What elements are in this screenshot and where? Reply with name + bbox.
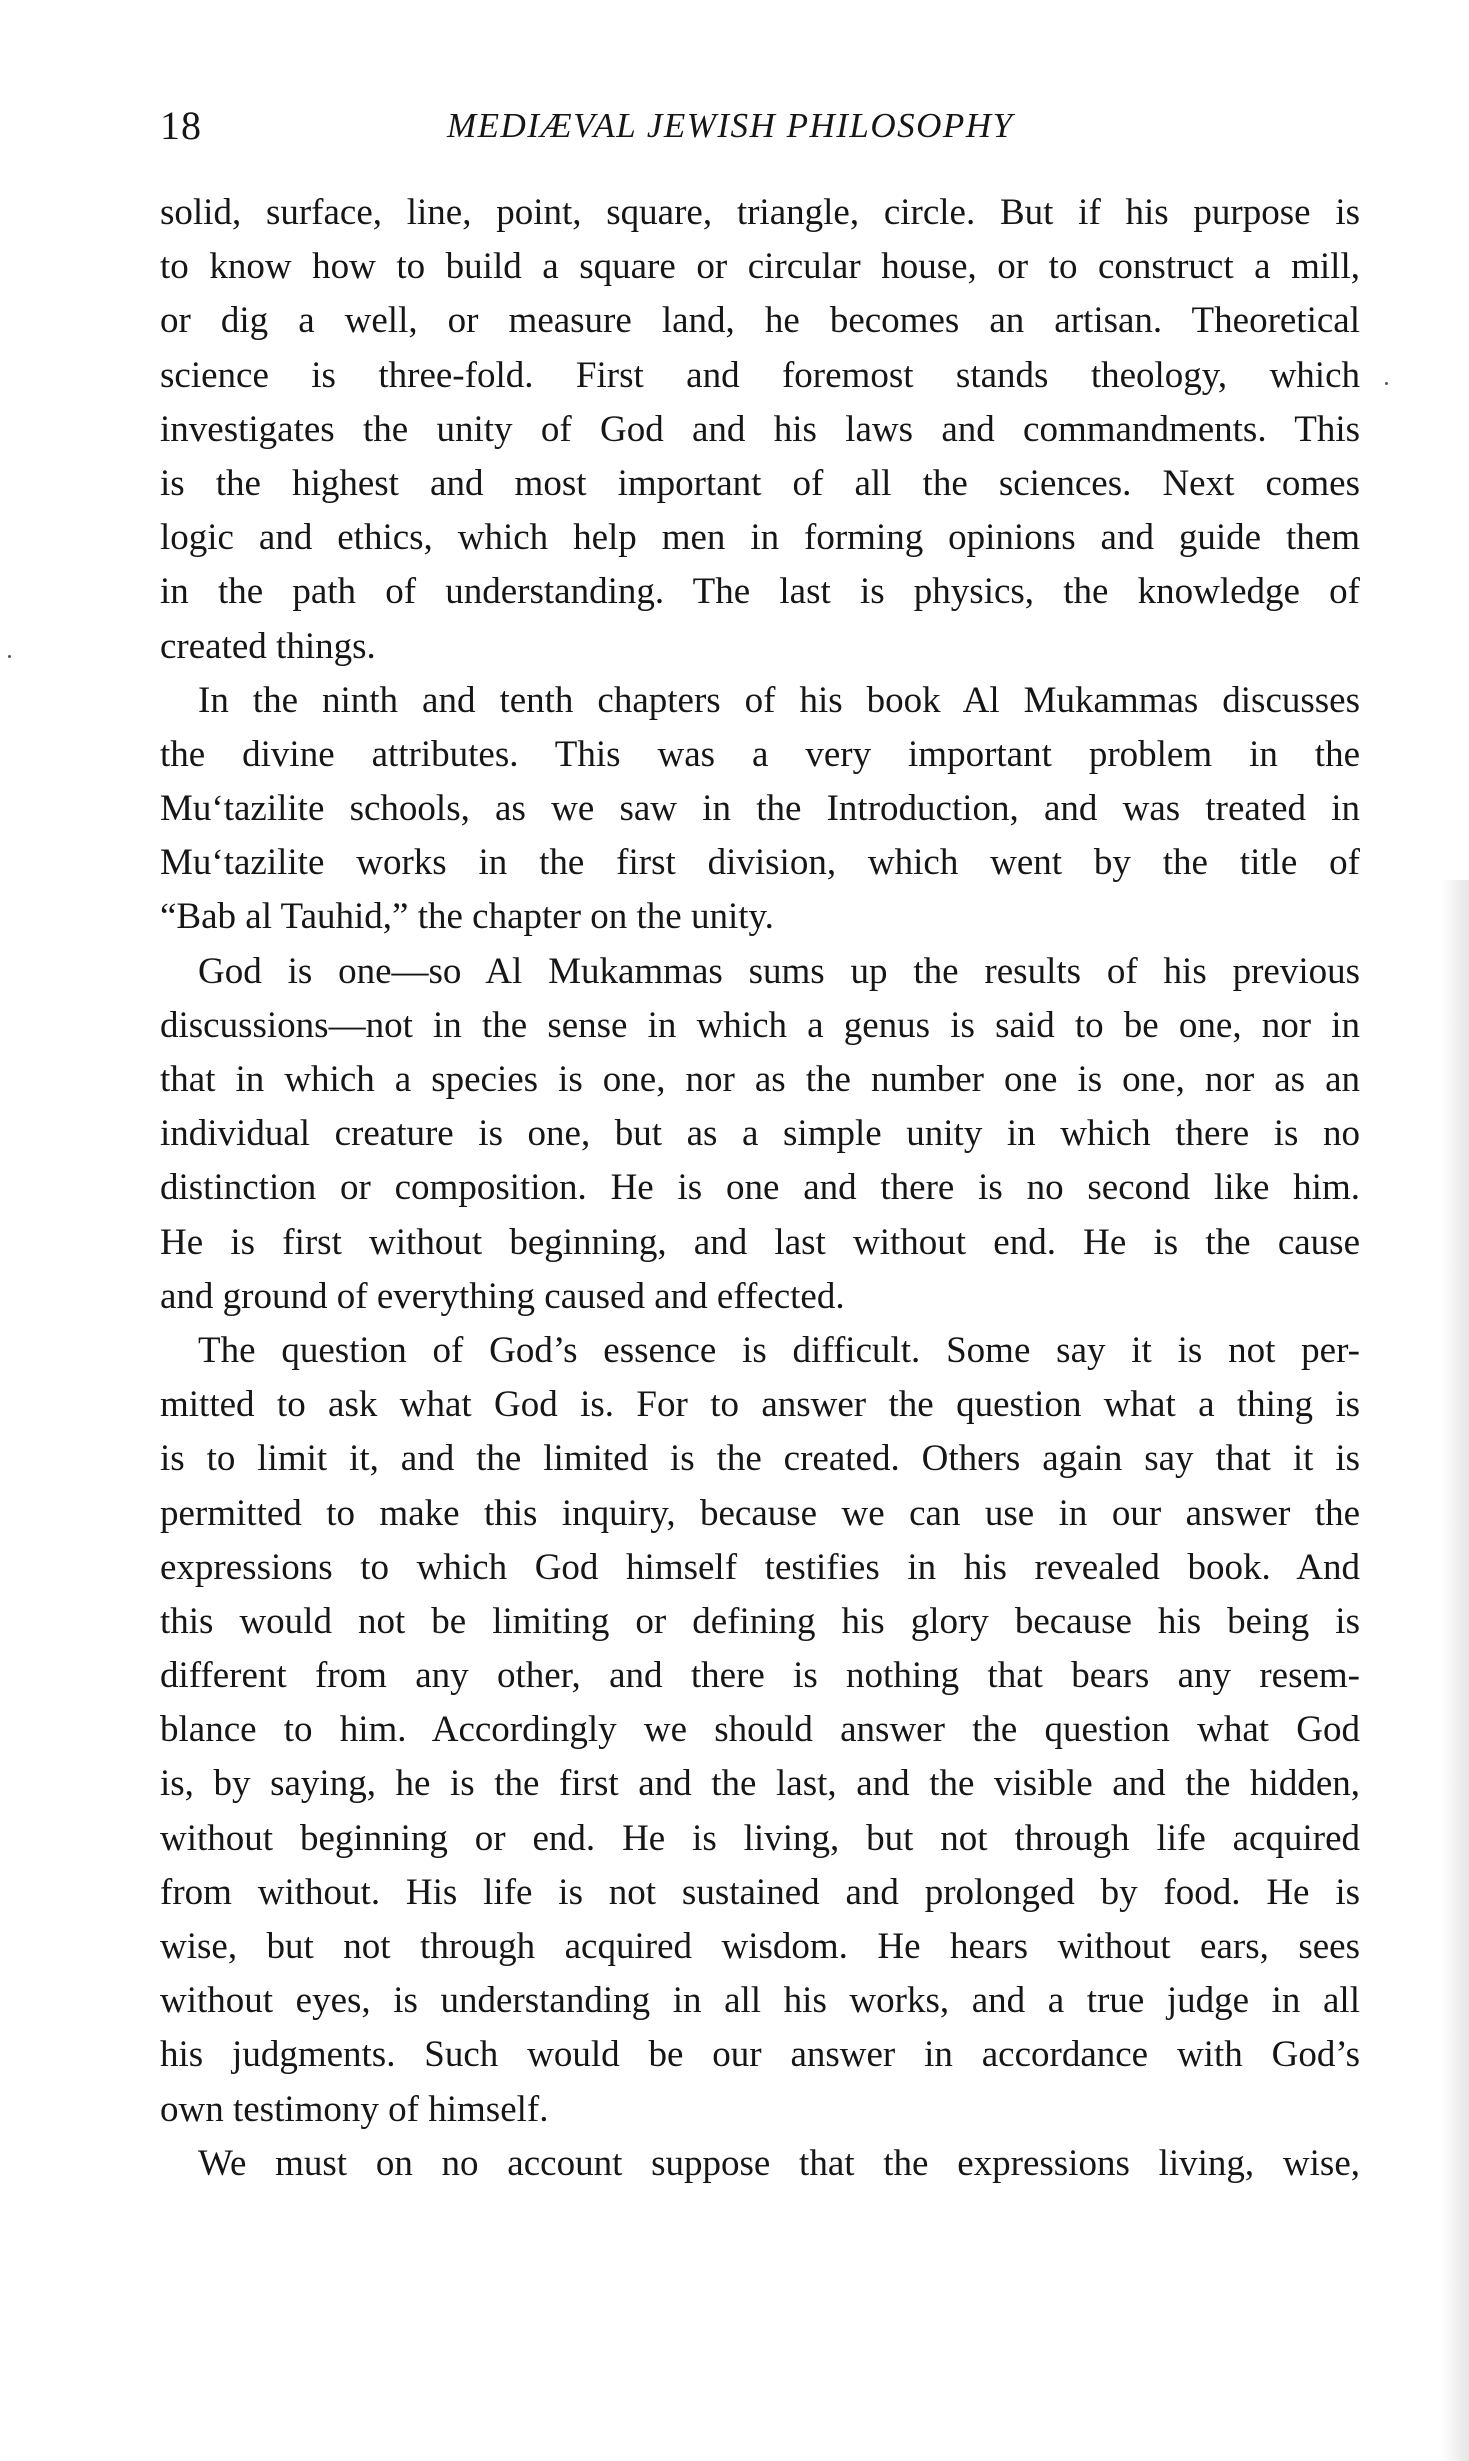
text-line: Mu‘tazilite works in the first division, which went by the title of bbox=[160, 842, 1360, 884]
paragraph bbox=[160, 2137, 1360, 2191]
text-line: this would not be limiting or defining his glory because his being is bbox=[160, 1600, 1360, 1642]
text-line: different from any other, and there is nothing that bears any resem- bbox=[160, 1655, 1360, 1697]
text-line: Mu‘tazilite schools, as we saw in the Introduction, and was treated in bbox=[160, 788, 1360, 830]
running-title: MEDIÆVAL JEWISH PHILOSOPHY bbox=[447, 106, 1014, 145]
text-line: God is one—so Al Mukammas sums up the results of his previous bbox=[198, 950, 1360, 992]
text-line: We must on no account suppose that the expressions living, wise, bbox=[198, 2142, 1360, 2184]
text-line: investigates the unity of God and his laws and commandments. This bbox=[160, 408, 1360, 450]
text-line: permitted to make this inquiry, because we can use in our answer the bbox=[160, 1492, 1360, 1534]
text-line: own testimony of himself. bbox=[160, 2088, 549, 2130]
text-line: discussions—not in the sense in which a genus is said to be one, nor in bbox=[160, 1004, 1360, 1046]
text-line: or dig a well, or measure land, he becomes an artisan. Theoretical bbox=[160, 300, 1360, 342]
text-line: “Bab al Tauhid,” the chapter on the unity. bbox=[160, 896, 774, 938]
text-line: He is first without beginning, and last without end. He is the cause bbox=[160, 1221, 1360, 1263]
paragraph bbox=[160, 945, 1360, 1324]
ink-speck bbox=[1385, 382, 1388, 385]
text-line: created things. bbox=[160, 625, 376, 667]
page-number: 18 bbox=[160, 103, 202, 148]
text-line: logic and ethics, which help men in forming opinions and guide them bbox=[160, 517, 1360, 559]
text-line: is, by saying, he is the first and the last, and the visible and the hidden, bbox=[160, 1763, 1360, 1805]
text-line: and ground of everything caused and effected. bbox=[160, 1275, 845, 1317]
text-line: distinction or composition. He is one and there is no second like him. bbox=[160, 1167, 1360, 1209]
text-line: in the path of understanding. The last is physics, the knowledge of bbox=[160, 571, 1360, 613]
text-line: that in which a species is one, nor as the number one is one, nor as an bbox=[160, 1059, 1360, 1100]
paragraph bbox=[160, 1324, 1360, 2137]
text-line: without beginning or end. He is living, but not through life acquired bbox=[160, 1817, 1360, 1859]
page-edge-shadow bbox=[1441, 880, 1469, 2461]
text-line: the divine attributes. This was a very important problem in the bbox=[160, 733, 1360, 775]
text-line: wise, but not through acquired wisdom. He hears without ears, sees bbox=[160, 1926, 1360, 1967]
text-line: is to limit it, and the limited is the created. Others again say that it is bbox=[160, 1438, 1360, 1480]
text-line: blance to him. Accordingly we should answer the question what God bbox=[160, 1709, 1360, 1751]
text-line: expressions to which God himself testifies in his revealed book. And bbox=[160, 1546, 1360, 1588]
text-line: individual creature is one, but as a simple unity in which there is no bbox=[160, 1113, 1360, 1155]
body-text bbox=[160, 186, 1360, 2191]
text-line: In the ninth and tenth chapters of his book Al Mukammas discusses bbox=[198, 679, 1360, 721]
text-line: science is three-fold. First and foremost stands theology, which bbox=[160, 354, 1360, 396]
text-line: his judgments. Such would be our answer in accordance with God’s bbox=[160, 2034, 1360, 2076]
running-head bbox=[160, 96, 1360, 156]
text-line: mitted to ask what God is. For to answer the question what a thing is bbox=[160, 1384, 1360, 1426]
text-line: without eyes, is understanding in all his works, and a true judge in all bbox=[160, 1980, 1360, 2022]
text-line: is the highest and most important of all the sciences. Next comes bbox=[160, 462, 1360, 504]
paragraph bbox=[160, 186, 1360, 674]
text-line: The question of God’s essence is difficult. Some say it is not per- bbox=[198, 1329, 1360, 1371]
text-line: from without. His life is not sustained and prolonged by food. He is bbox=[160, 1871, 1360, 1913]
ink-speck bbox=[8, 655, 11, 658]
text-line: to know how to build a square or circular house, or to construct a mill, bbox=[160, 246, 1360, 288]
paragraph bbox=[160, 674, 1360, 945]
text-line: solid, surface, line, point, square, triangle, circle. But if his purpose is bbox=[160, 192, 1360, 233]
